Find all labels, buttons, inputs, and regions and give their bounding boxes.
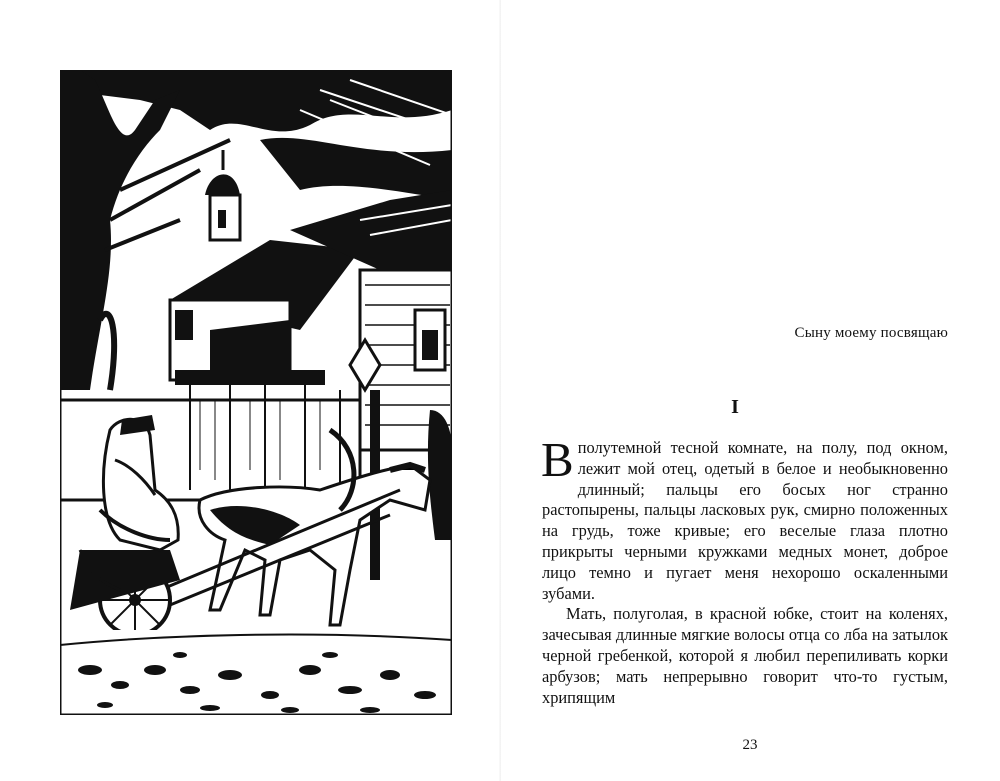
paragraph-1	[541, 432, 948, 604]
right-page	[520, 0, 950, 781]
drop-cap: В	[541, 432, 574, 487]
ink-drawing-horse-cart-street-icon	[60, 70, 452, 715]
paragraph-1-text: полутемной тесной комнате, на полу, под окном, лежит мой отец, одетый в белое и необыкновенно длинный; пальцы его босых ног странно растопырены, пальцы ласковых рук, смирно положенных на грудь, тоже кривые; его веселые глаза плотно прикрыты черными кружками медных монет, доброе лицо темно и пугает меня нехорошо оскаленными зубами.	[542, 438, 948, 603]
paragraph-2: Мать, полуголая, в красной юбке, стоит на коленях, зачесывая длинные мягкие волосы отца со лба на затылок черной гребенкой, которой я любил перепиливать корки арбузов; мать непрерывно говорит что-то густым, хрипящим	[542, 604, 948, 707]
page-number: 23	[742, 737, 758, 753]
book-gutter	[499, 0, 501, 781]
chapter-number: I	[731, 396, 739, 418]
dedication: Сыну моему посвящаю	[794, 325, 948, 341]
chapter-text	[541, 432, 948, 708]
